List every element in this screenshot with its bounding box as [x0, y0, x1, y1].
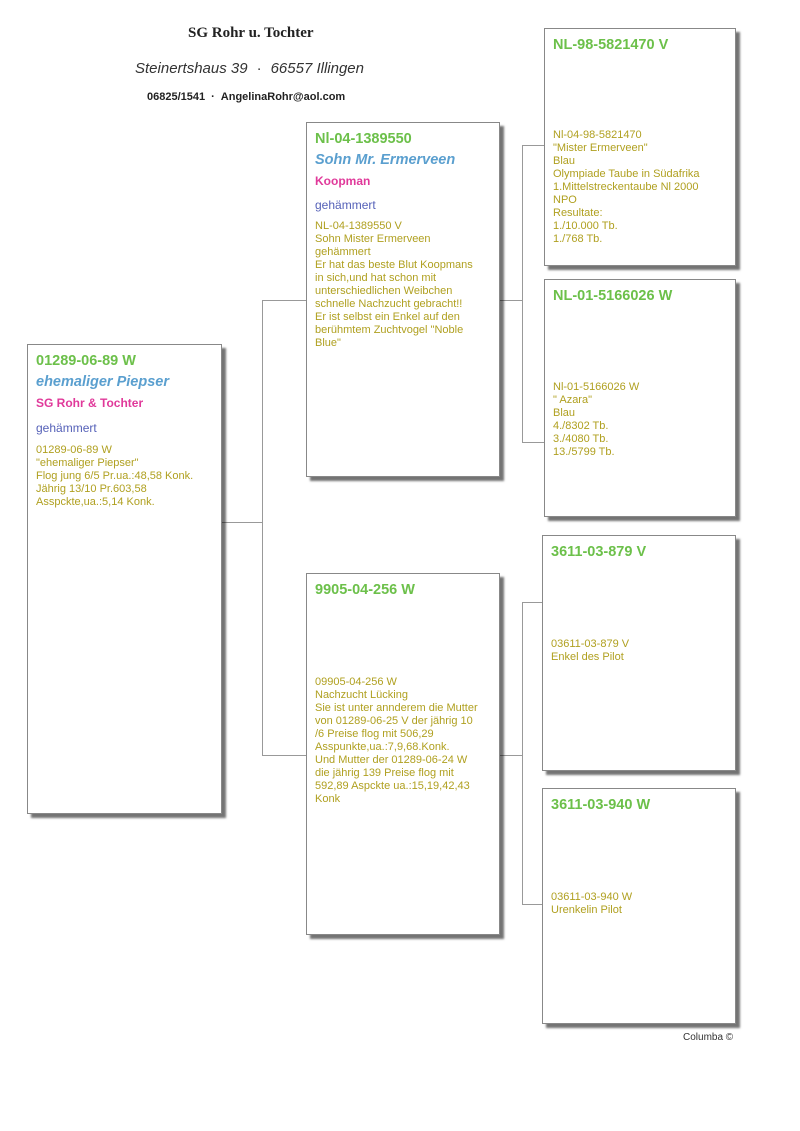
- connector-mm-h: [522, 904, 542, 905]
- street: Steinertshaus 39: [135, 60, 248, 77]
- address-line: [135, 60, 364, 77]
- phone: 06825/1541: [147, 91, 206, 103]
- main-color: gehämmert: [36, 421, 97, 435]
- mother-card: [306, 573, 500, 935]
- connector-mother-out: [499, 755, 523, 756]
- email: AngelinaRohr@aol.com: [220, 91, 346, 103]
- connector-ff-h: [522, 145, 544, 146]
- connector-father-v: [522, 145, 523, 442]
- ff-ring-number: NL-98-5821470 V: [553, 37, 669, 53]
- mother-mother-card: [542, 788, 736, 1024]
- fm-description: Nl-01-5166026 W " Azara" Blau 4./8302 Tb. 3./4080 Tb. 13./5799 Tb.: [553, 381, 640, 458]
- mm-description: 03611-03-940 W Urenkelin Pilot: [551, 891, 633, 916]
- main-pigeon-card: [27, 344, 222, 814]
- connector-father-out: [499, 300, 523, 301]
- separator: ·: [211, 91, 215, 103]
- connector-main-h: [222, 522, 263, 523]
- mf-ring-number: 3611-03-879 V: [551, 544, 647, 560]
- mm-ring-number: 3611-03-940 W: [551, 797, 651, 813]
- mother-father-card: [542, 535, 736, 771]
- connector-fm-h: [522, 442, 544, 443]
- breeder-name: SG Rohr u. Tochter: [188, 25, 314, 41]
- city: 66557 Illingen: [270, 60, 364, 77]
- connector-mother-v: [522, 602, 523, 904]
- mother-ring-number: 9905-04-256 W: [315, 582, 415, 598]
- father-description: NL-04-1389550 V Sohn Mister Ermerveen gehämmert Er hat das beste Blut Koopmans in sich,und hat schon mit unterschiedlichen Weibchen schnelle Nachzucht gebracht!! Er ist selbst ein Enkel auf den berühmtem Zuchtvogel "Noble Blue": [315, 220, 473, 349]
- mf-description: 03611-03-879 V Enkel des Pilot: [551, 638, 630, 663]
- connector-father-h: [262, 300, 306, 301]
- connector-mf-h: [522, 602, 542, 603]
- main-pigeon-name: ehemaliger Piepser: [36, 374, 169, 390]
- ff-description: Nl-04-98-5821470 "Mister Ermerveen" Blau Olympiade Taube in Südafrika 1.Mittelstreckentaube Nl 2000 NPO Resultate: 1./10.000 Tb. 1./768 Tb.: [553, 129, 700, 245]
- connector-mother-h: [262, 755, 306, 756]
- father-father-card: [544, 28, 736, 266]
- main-description: 01289-06-89 W "ehemaliger Piepser" Flog jung 6/5 Pr.ua.:48,58 Konk. Jährig 13/10 Pr.603,58 Asspckte,ua.:5,14 Konk.: [36, 444, 194, 508]
- main-ring-number: 01289-06-89 W: [36, 353, 136, 369]
- contact-line: [147, 91, 345, 103]
- father-mother-card: [544, 279, 736, 517]
- separator: ·: [256, 60, 262, 77]
- main-breeder: SG Rohr & Tochter: [36, 396, 144, 410]
- father-pigeon-name: Sohn Mr. Ermerveen: [315, 152, 456, 168]
- father-color: gehämmert: [315, 198, 376, 212]
- father-ring-number: Nl-04-1389550: [315, 131, 412, 147]
- father-breeder: Koopman: [315, 174, 371, 188]
- copyright-text: Columba ©: [683, 1032, 734, 1043]
- father-card: [306, 122, 500, 477]
- mother-description: 09905-04-256 W Nachzucht Lücking Sie ist unter annderem die Mutter von 01289-06-25 V der jährig 10 /6 Preise flog mit 506,29 Asspunkte,ua.:7,9,68.Konk. Und Mutter der 01289-06-24 W die jährig 139 Preise flog mit 592,89 Aspckte ua.:15,19,42,43 Konk: [315, 676, 478, 805]
- fm-ring-number: NL-01-5166026 W: [553, 288, 673, 304]
- connector-main-v: [262, 300, 263, 755]
